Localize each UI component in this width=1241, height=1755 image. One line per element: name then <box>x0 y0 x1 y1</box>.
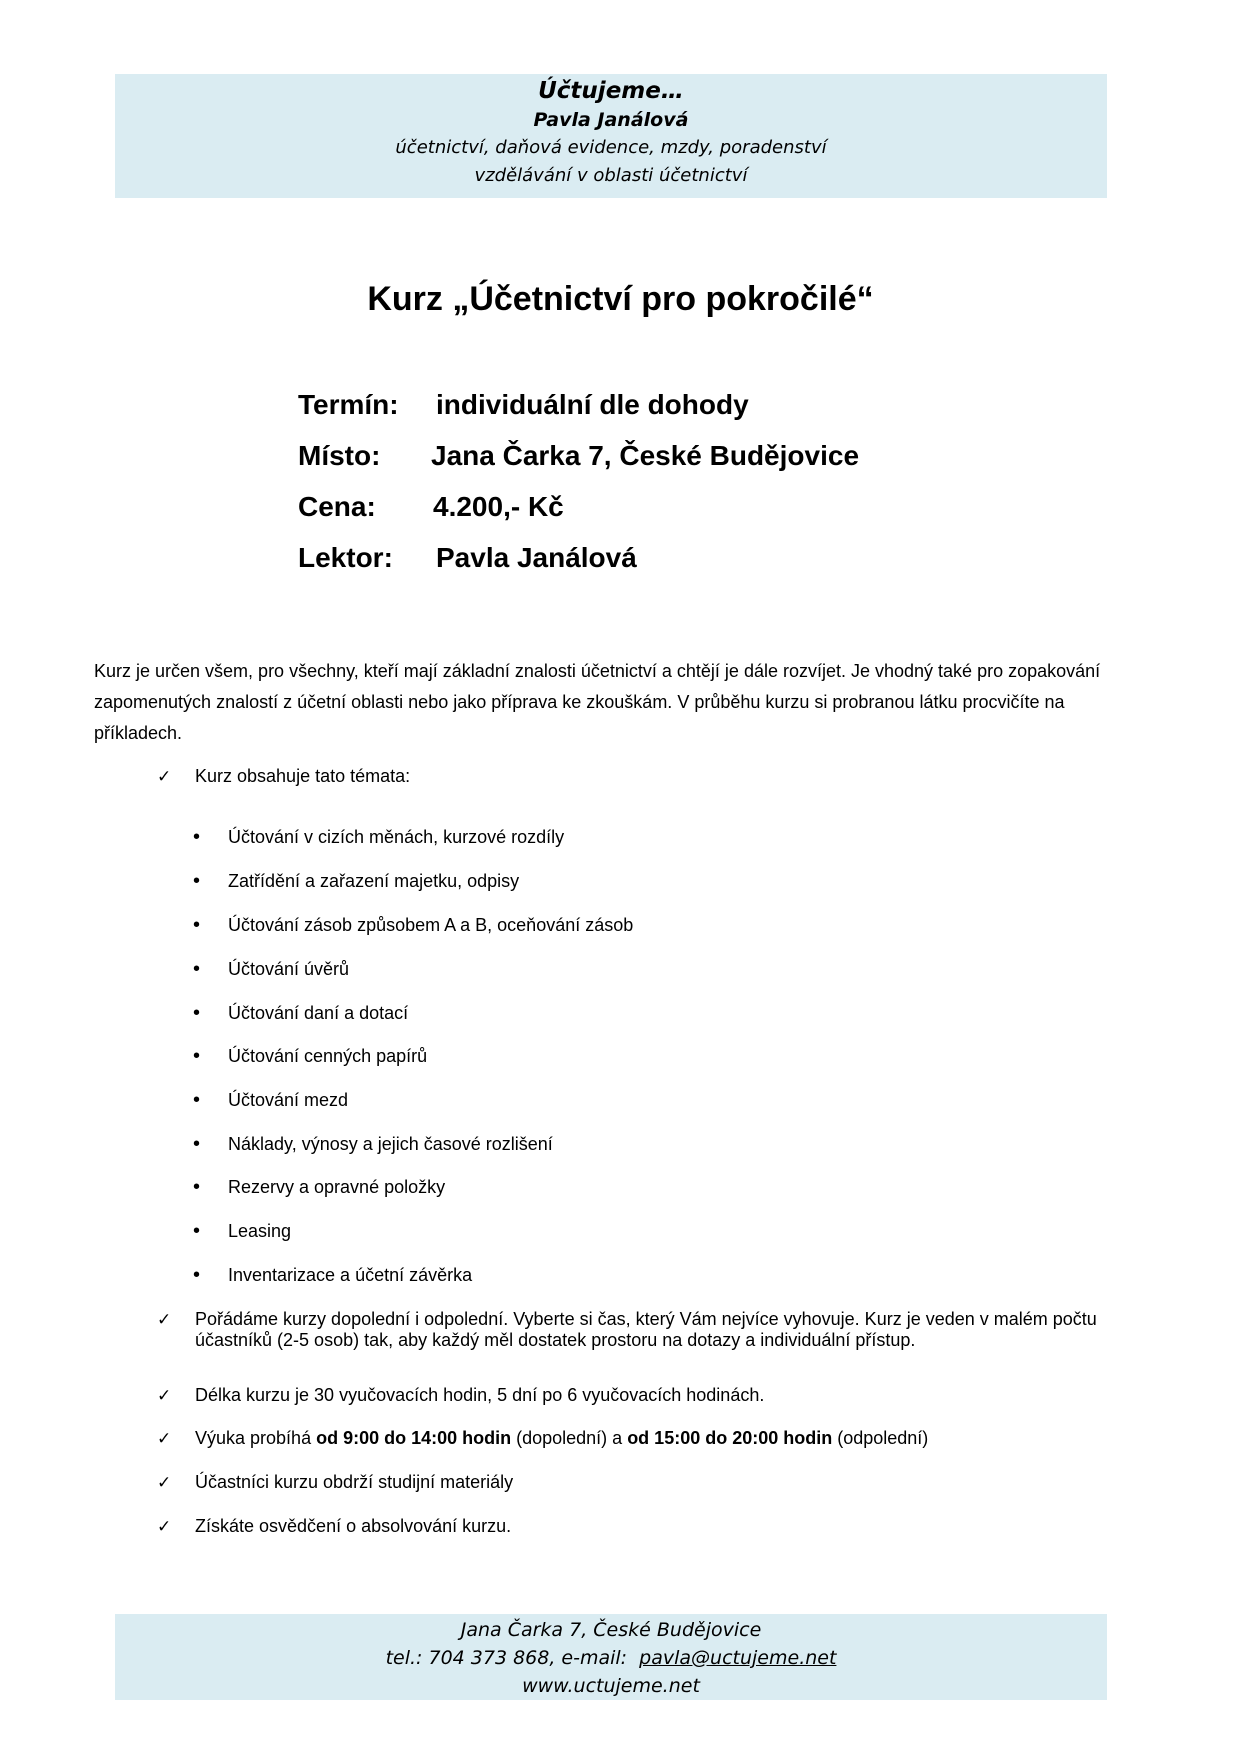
lector-value: Pavla Janálová <box>436 542 637 573</box>
topic-item: Účtování cenných papírů <box>228 1046 428 1066</box>
bullet-icon: • <box>193 1220 201 1242</box>
bullet-icon: • <box>193 1133 201 1155</box>
topic-item: Inventarizace a účetní závěrka <box>228 1265 473 1285</box>
course-title: Kurz „Účetnictví pro pokročilé“ <box>367 280 874 318</box>
times-text: Výuka probíhá <box>195 1428 317 1448</box>
length-note: Délka kurzu je 30 vyučovacích hodin, 5 dní po 6 vyučovacích hodinách. <box>195 1385 765 1405</box>
morning-hours: od 9:00 do 14:00 hodin <box>316 1428 512 1448</box>
course-info <box>298 379 860 583</box>
check-icon: ✓ <box>157 1310 172 1329</box>
lector-label: Lektor: <box>298 542 393 573</box>
footer-contact <box>115 1644 1107 1672</box>
place-row <box>298 430 860 481</box>
afternoon-hours: od 15:00 do 20:00 hodin <box>627 1428 833 1448</box>
check-icon: ✓ <box>157 1386 172 1405</box>
topic-item: Leasing <box>228 1221 292 1241</box>
header-banner <box>115 74 1107 198</box>
services-line: účetnictví, daňová evidence, mzdy, poradenství <box>395 137 827 158</box>
schedule-note: Pořádáme kurzy dopolední i odpolední. Vyberte si čas, který Vám nejvíce vyhovuje. Kurz je veden v malém počtu účastníků (2-5 osob) tak, aby každý měl dostatek prostoru na dotazy a individuální přístup. <box>195 1309 1097 1350</box>
times-text: (dopolední) a <box>511 1428 628 1448</box>
place-label: Místo: <box>298 440 381 471</box>
place-value: Jana Čarka 7, České Budějovice <box>431 440 860 471</box>
bullet-icon: • <box>193 958 201 980</box>
term-value: individuální dle dohody <box>436 389 749 420</box>
footer-address: Jana Čarka 7, České Budějovice <box>460 1619 762 1641</box>
topics-intro: Kurz obsahuje tato témata: <box>195 766 411 786</box>
phone-label: tel.: 704 373 868, e-mail: <box>385 1647 640 1669</box>
intro-paragraph: Kurz je určen všem, pro všechny, kteří mají základní znalosti účetnictví a chtějí je dále rozvíjet. Je vhodný také pro zopakování zapomenutých znalostí z účetní oblasti nebo jako příprava ke zkouškám. V průběhu kurzu si probranou látku procvičíte na příkladech. <box>94 661 1101 743</box>
materials-note: Účastníci kurzu obdrží studijní materiály <box>195 1472 514 1492</box>
topic-item: Zatřídění a zařazení majetku, odpisy <box>228 871 520 891</box>
footer-banner <box>115 1614 1107 1700</box>
topic-item: Účtování úvěrů <box>228 959 350 979</box>
check-icon: ✓ <box>157 1429 172 1448</box>
times-note <box>195 1428 928 1449</box>
bullet-icon: • <box>193 1045 201 1067</box>
topic-item: Účtování mezd <box>228 1090 349 1110</box>
bullet-icon: • <box>193 1264 201 1286</box>
bullet-icon: • <box>193 1002 201 1024</box>
bullet-icon: • <box>193 870 201 892</box>
times-text: (odpolední) <box>832 1428 929 1448</box>
price-label: Cena: <box>298 491 376 522</box>
topic-item: Rezervy a opravné položky <box>228 1177 446 1197</box>
certificate-note: Získáte osvědčení o absolvování kurzu. <box>195 1516 512 1536</box>
check-icon: ✓ <box>157 1473 172 1492</box>
topic-item: Účtování zásob způsobem A a B, oceňování zásob <box>228 915 634 935</box>
bullet-icon: • <box>193 826 201 848</box>
check-icon: ✓ <box>157 1517 172 1536</box>
term-row <box>298 379 749 430</box>
topic-item: Účtování daní a dotací <box>228 1003 409 1023</box>
company-name: Účtujeme… <box>538 78 684 104</box>
term-label: Termín: <box>298 389 399 420</box>
email-link[interactable]: pavla@uctujeme.net <box>639 1647 837 1669</box>
bullet-icon: • <box>193 1176 201 1198</box>
bullet-icon: • <box>193 1089 201 1111</box>
price-row <box>298 481 564 532</box>
price-value: 4.200,- Kč <box>433 491 564 522</box>
owner-name: Pavla Janálová <box>533 109 689 131</box>
education-line: vzdělávání v oblasti účetnictví <box>474 165 748 186</box>
topic-item: Náklady, výnosy a jejich časové rozlišení <box>228 1134 553 1154</box>
check-icon: ✓ <box>157 767 172 786</box>
bullet-icon: • <box>193 914 201 936</box>
topic-item: Účtování v cizích měnách, kurzové rozdíly <box>228 827 565 847</box>
website-link[interactable]: www.uctujeme.net <box>522 1675 700 1697</box>
lector-row <box>298 532 637 583</box>
